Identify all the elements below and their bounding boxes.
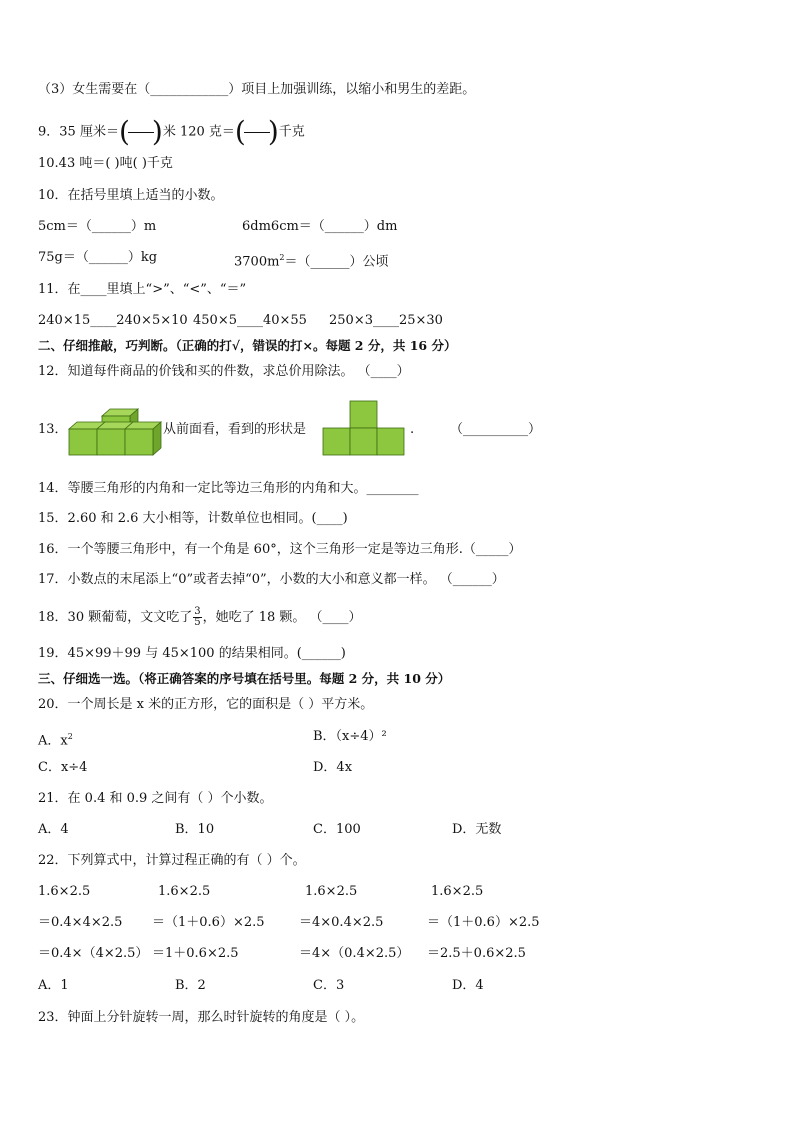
section-2-heading: 二、仔细推敲，巧判断。（正确的打√，错误的打×。每题 2 分，共 16 分）: [38, 338, 457, 353]
q9-text: 9．35 厘米＝: [38, 124, 119, 140]
q21-option-c: C．100: [313, 822, 361, 837]
question-13-number: 13．: [38, 422, 68, 437]
q8-part3: （3）女生需要在（____________）项目上加强训练，以缩小和男生的差距。: [38, 82, 476, 97]
calc-3-row-3: ＝4×（0.4×2.5）: [299, 946, 410, 961]
question-21: 21．在 0.4 和 0.9 之间有（ ）个小数。: [38, 791, 273, 806]
question-17: 17．小数点的末尾添上“0”或者去掉“0”，小数的大小和意义都一样。 （______）: [38, 572, 505, 587]
fraction: $\frac{3}{5}$: [194, 606, 201, 628]
q21-option-d: D．无数: [452, 822, 502, 837]
calc-3-row-1: 1.6×2.5: [305, 884, 358, 899]
q11-a: 240×15____240×5×10: [38, 313, 188, 328]
question-23: 23．钟面上分针旋转一周，那么时针旋转的角度是（ ）。: [38, 1010, 365, 1025]
question-18: 18．30 颗葡萄，文文吃了 $\frac{3}{5}$ ，她吃了 18 颗。 （____）: [38, 606, 362, 628]
q20-option-a: A．$x^2$: [38, 732, 73, 749]
front-view-figure: [321, 399, 407, 457]
cube-stack-figure: [66, 408, 164, 458]
q22-option-b: B．2: [175, 978, 206, 993]
q10-d: $3700m^2=(\_\_\_\_\_\_)$公顷: [234, 253, 389, 270]
q9-mid-text: 米 120 克＝: [162, 124, 235, 140]
q20-option-d: D．4x: [313, 760, 353, 775]
q13-text: 从前面看，看到的形状是: [163, 422, 307, 437]
question-9: 9．35 厘米＝( )米 120 克＝( )千克: [38, 115, 305, 148]
q21-option-b: B．10: [175, 822, 215, 837]
calc-4-row-2: ＝（1＋0.6）×2.5: [427, 915, 540, 930]
calc-2-row-2: ＝（1＋0.6）×2.5: [152, 915, 265, 930]
question-15: 15．2.60 和 2.6 大小相等，计数单位也相同。(____): [38, 511, 348, 526]
question-10: 10．在括号里填上适当的小数。: [38, 188, 224, 203]
section-3-heading: 三、仔细选一选。（将正确答案的序号填在括号里。每题 2 分，共 10 分）: [38, 671, 451, 686]
q21-option-a: A．4: [38, 822, 69, 837]
q22-option-d: D．4: [452, 978, 484, 993]
question-12: 12．知道每件商品的价钱和买的件数，求总价用除法。 （____）: [38, 364, 410, 379]
q22-option-a: A．1: [38, 978, 69, 993]
q11-b: 450×5____40×55: [193, 313, 307, 328]
q9-end-text: 千克: [278, 124, 305, 140]
calc-1-row-1: 1.6×2.5: [38, 884, 91, 899]
calc-2-row-1: 1.6×2.5: [158, 884, 211, 899]
calc-1-row-2: ＝0.4×4×2.5: [38, 915, 123, 930]
q10-a: 5cm＝（______）m: [38, 219, 157, 234]
q11-c: 250×3____25×30: [329, 313, 443, 328]
question-9b: 10.43 吨＝( )吨( )千克: [38, 156, 173, 171]
q20-option-c: C．x÷4: [38, 760, 88, 775]
calc-3-row-2: ＝4×0.4×2.5: [299, 915, 384, 930]
question-14: 14．等腰三角形的内角和一定比等边三角形的内角和大。________: [38, 481, 419, 496]
calc-4-row-1: 1.6×2.5: [431, 884, 484, 899]
q20-option-b: B．（x÷4）²: [313, 729, 387, 744]
calc-4-row-3: ＝2.5＋0.6×2.5: [427, 946, 526, 961]
q13-answer-blank: （__________）: [450, 422, 542, 437]
question-22: 22．下列算式中，计算过程正确的有（ ）个。: [38, 853, 306, 868]
q10-b: 6dm6cm＝（______）dm: [242, 219, 398, 234]
q22-option-c: C．3: [313, 978, 345, 993]
calc-1-row-3: ＝0.4×（4×2.5）: [38, 946, 149, 961]
question-16: 16．一个等腰三角形中，有一个角是 60°，这个三角形一定是等边三角形.（_____）: [38, 542, 522, 557]
q13-dot: .: [410, 422, 415, 437]
question-19: 19．45×99＋99 与 45×100 的结果相同。(______): [38, 646, 346, 661]
q10-c: 75g＝（______）kg: [38, 250, 158, 265]
question-11: 11．在____里填上“>”、“<”、“＝”: [38, 282, 247, 297]
calc-2-row-3: ＝1＋0.6×2.5: [152, 946, 239, 961]
question-20: 20．一个周长是 x 米的正方形，它的面积是（ ）平方米。: [38, 697, 374, 712]
